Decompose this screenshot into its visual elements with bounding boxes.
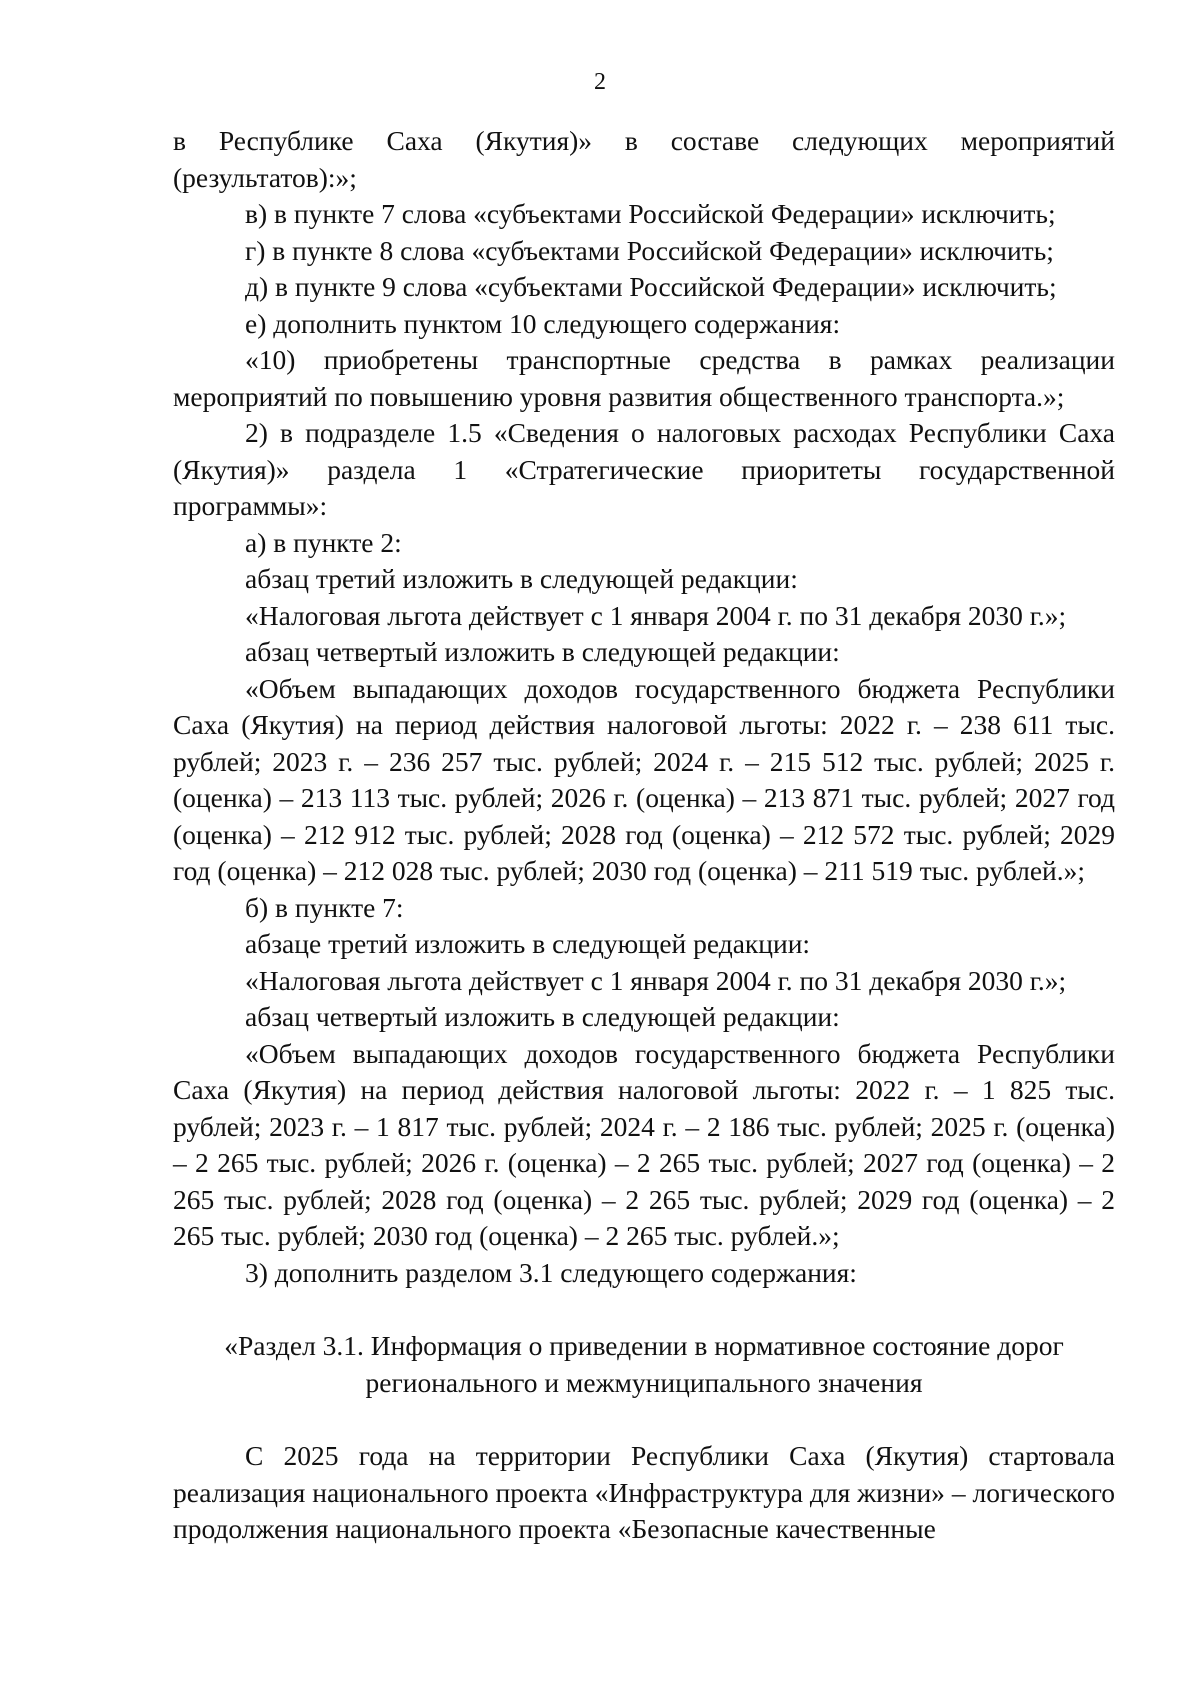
- paragraph: 3) дополнить разделом 3.1 следующего содержания:: [245, 1256, 857, 1288]
- paragraph: е) дополнить пунктом 10 следующего содержания:: [245, 307, 841, 339]
- paragraph: в) в пункте 7 слова «субъектами Российской Федерации» исключить;: [245, 198, 1056, 229]
- paragraph: «10) приобретены транспортные средства в рамках реализации мероприятий по повышению уровня развития общественного транспорта.»;: [173, 344, 1115, 412]
- paragraph: «Объем выпадающих доходов государственного бюджета Республики Саха (Якутия) на период действия налоговой льготы: 2022 г. – 238 611 тыс. рублей; 2023 г. – 236 257 тыс. рублей; 2024 г. – 215 512 тыс. рублей; 2025 г. (оценка) – 213 113 тыс. рублей; 2026 г. (оценка) – 213 871 тыс. рублей; 2027 год (оценка) – 212 912 тыс. рублей; 2028 год (оценка) – 212 572 тыс. рублей; 2029 год (оценка) – 212 028 тыс. рублей; 2030 год (оценка) – 211 519 тыс. рублей.»;: [173, 672, 1115, 886]
- paragraph: абзац четвертый изложить в следующей редакции:: [245, 636, 840, 667]
- paragraph: абзац третий изложить в следующей редакции:: [245, 563, 798, 594]
- paragraph: а) в пункте 2:: [245, 526, 402, 558]
- paragraph: «Налоговая льгота действует с 1 января 2004 г. по 31 декабря 2030 г.»;: [245, 599, 1067, 631]
- document-body: [173, 123, 1115, 1548]
- paragraph: б) в пункте 7:: [245, 891, 404, 923]
- paragraph: С 2025 года на территории Республики Саха (Якутия) стартовала реализация национального проекта «Инфраструктура для жизни» – логического продолжения национального проекта «Безопасные качественные: [173, 1440, 1115, 1544]
- paragraph: «Налоговая льгота действует с 1 января 2004 г. по 31 декабря 2030 г.»;: [245, 964, 1067, 996]
- page-number: 2: [594, 69, 606, 95]
- paragraph: 2) в подразделе 1.5 «Сведения о налоговых расходах Республики Саха (Якутия)» раздела 1 «Стратегические приоритеты государственной программы»:: [173, 417, 1115, 521]
- paragraph: «Объем выпадающих доходов государственного бюджета Республики Саха (Якутия) на период действия налоговой льготы: 2022 г. – 1 825 тыс. рублей; 2023 г. – 1 817 тыс. рублей; 2024 г. – 2 186 тыс. рублей; 2025 г. (оценка) – 2 265 тыс. рублей; 2026 г. (оценка) – 2 265 тыс. рублей; 2027 год (оценка) – 2 265 тыс. рублей; 2028 год (оценка) – 2 265 тыс. рублей; 2029 год (оценка) – 2 265 тыс. рублей; 2030 год (оценка) – 2 265 тыс. рублей.»;: [173, 1037, 1115, 1251]
- paragraph: д) в пункте 9 слова «субъектами Российской Федерации» исключить;: [245, 271, 1057, 302]
- paragraph: абзаце третий изложить в следующей редакции:: [245, 928, 811, 959]
- paragraph: г) в пункте 8 слова «субъектами Российской Федерации» исключить;: [245, 234, 1054, 266]
- section-heading: «Раздел 3.1. Информация о приведении в нормативное состояние дорог регионального и межмуниципального значения: [224, 1330, 1064, 1398]
- paragraph: абзац четвертый изложить в следующей редакции:: [245, 1001, 840, 1032]
- paragraph: в Республике Саха (Якутия)» в составе следующих мероприятий (результатов):»;: [173, 125, 1115, 193]
